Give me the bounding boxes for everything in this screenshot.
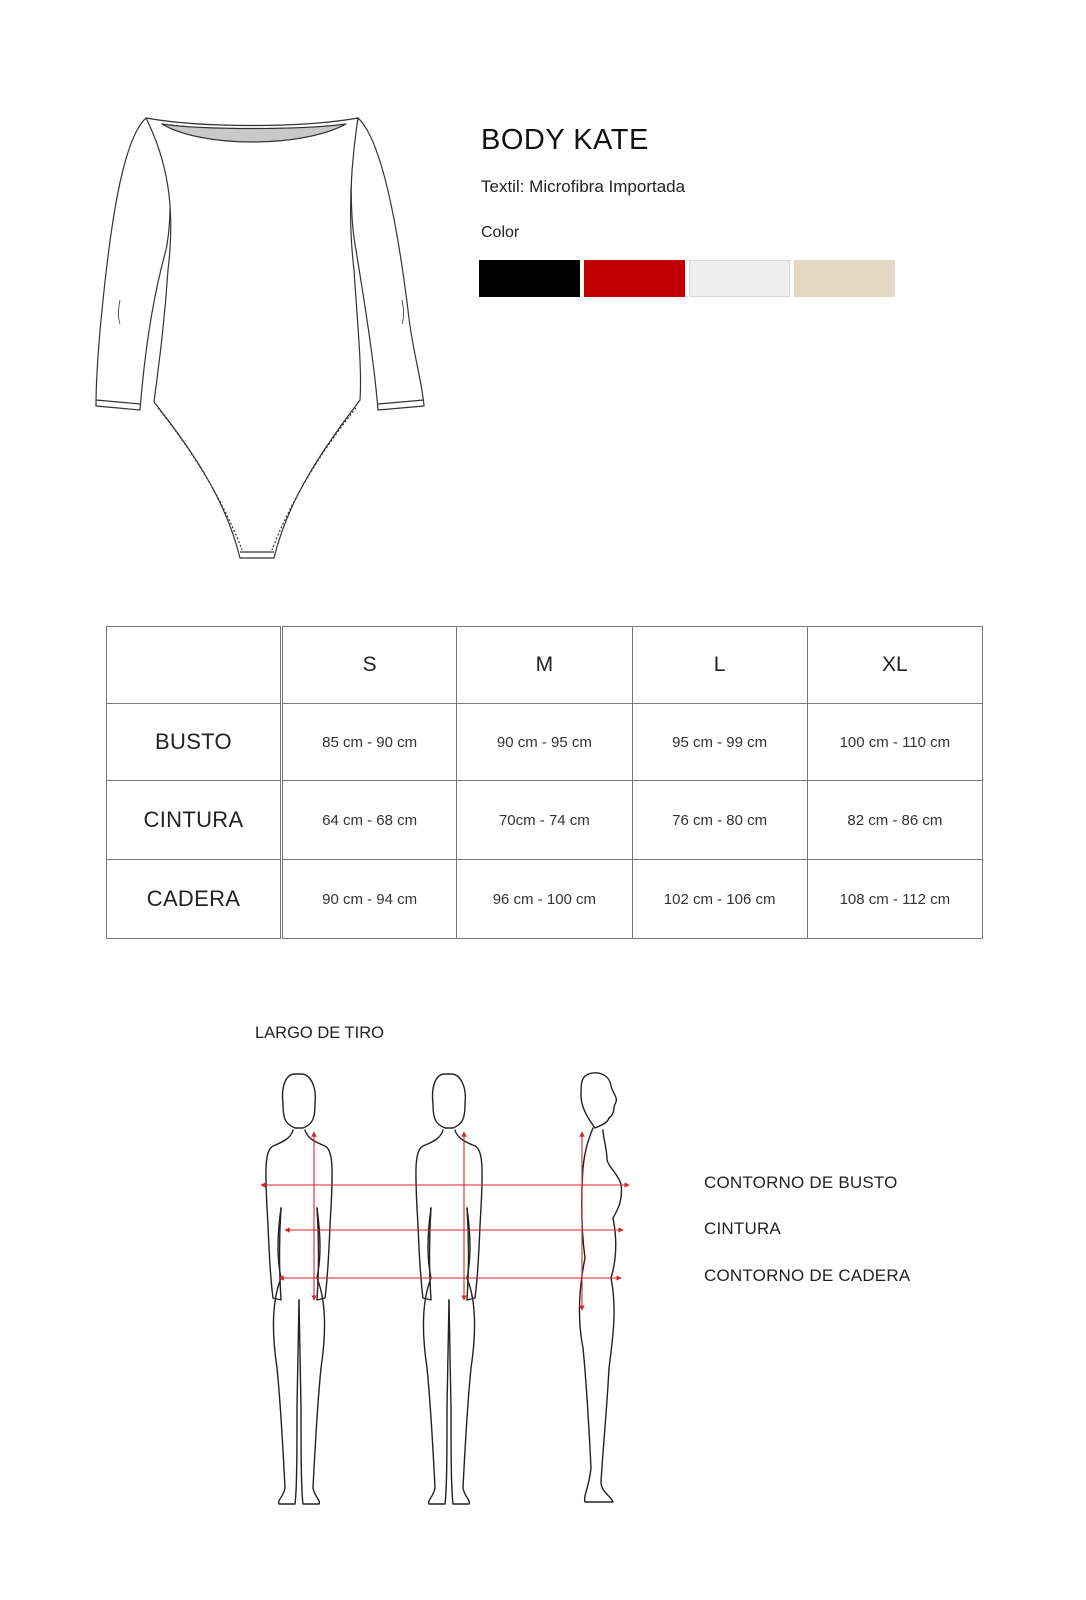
size-table	[106, 626, 983, 939]
table-cell: 90 cm - 94 cm	[282, 860, 457, 939]
largo-de-tiro-label: LARGO DE TIRO	[255, 1024, 384, 1042]
table-cell: 108 cm - 112 cm	[807, 860, 982, 939]
figure-side-3	[579, 1073, 621, 1502]
table-row	[107, 860, 983, 939]
table-row	[107, 704, 983, 781]
table-cell: 100 cm - 110 cm	[807, 704, 982, 781]
body-measurement-figures-icon	[255, 1068, 655, 1528]
size-header: XL	[807, 627, 982, 704]
row-label: CADERA	[107, 860, 282, 939]
row-label: CINTURA	[107, 781, 282, 860]
table-cell: 102 cm - 106 cm	[632, 860, 807, 939]
table-cell: 82 cm - 86 cm	[807, 781, 982, 860]
color-swatch-black[interactable]	[479, 260, 580, 297]
size-header: M	[457, 627, 632, 704]
figure-back-1	[266, 1074, 332, 1504]
product-title: BODY KATE	[481, 124, 649, 156]
color-swatch-red[interactable]	[584, 260, 685, 297]
table-cell: 85 cm - 90 cm	[282, 704, 457, 781]
table-cell: 70cm - 74 cm	[457, 781, 632, 860]
color-label: Color	[481, 224, 520, 241]
table-cell: 64 cm - 68 cm	[282, 781, 457, 860]
contorno-cadera-label: CONTORNO DE CADERA	[704, 1266, 911, 1285]
table-row	[107, 781, 983, 860]
table-cell: 90 cm - 95 cm	[457, 704, 632, 781]
figure-front-2	[416, 1074, 482, 1504]
table-cell: 95 cm - 99 cm	[632, 704, 807, 781]
row-label: BUSTO	[107, 704, 282, 781]
table-cell: 76 cm - 80 cm	[632, 781, 807, 860]
size-header-row	[107, 627, 983, 704]
contorno-busto-label: CONTORNO DE BUSTO	[704, 1173, 898, 1192]
fabric-description: Textil: Microfibra Importada	[481, 177, 686, 196]
size-header: S	[282, 627, 457, 704]
size-table-corner	[107, 627, 282, 704]
color-swatch-white[interactable]	[689, 260, 790, 297]
color-swatches	[479, 260, 895, 297]
color-swatch-beige[interactable]	[794, 260, 895, 297]
size-header: L	[632, 627, 807, 704]
cintura-label: CINTURA	[704, 1219, 781, 1238]
table-cell: 96 cm - 100 cm	[457, 860, 632, 939]
bodysuit-illustration-icon	[92, 110, 432, 580]
